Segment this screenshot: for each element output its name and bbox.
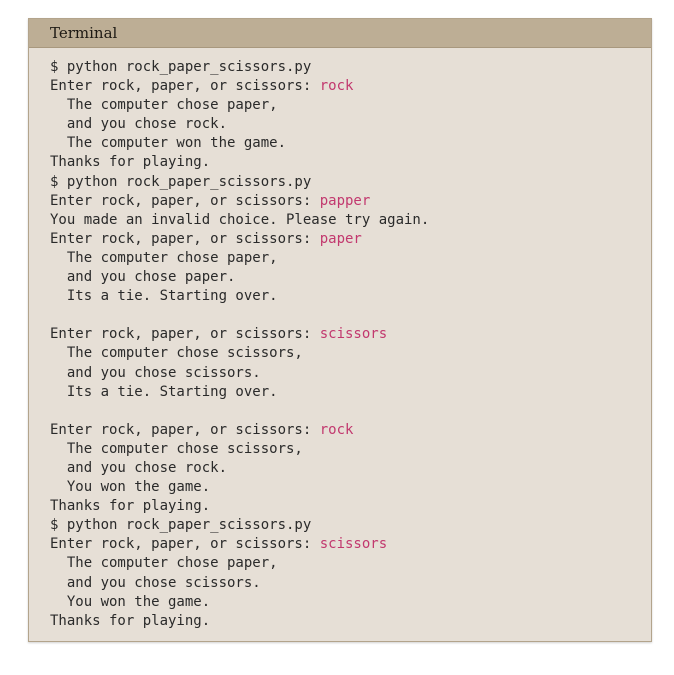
terminal-output-text: The computer chose scissors, xyxy=(50,345,303,362)
terminal-line xyxy=(50,440,651,459)
terminal-user-input: scissors xyxy=(319,326,388,343)
terminal-line xyxy=(50,593,651,612)
terminal-output-text: The computer chose paper, xyxy=(50,555,278,572)
terminal-line xyxy=(50,134,651,153)
terminal-user-input: rock xyxy=(319,421,354,438)
terminal-user-input: papper xyxy=(319,192,371,209)
terminal-window xyxy=(28,18,652,642)
terminal-user-input: scissors xyxy=(319,536,388,553)
terminal-line xyxy=(50,287,651,306)
terminal-line xyxy=(50,230,651,249)
terminal-output-text: and you chose scissors. xyxy=(50,574,261,591)
terminal-output-text: Its a tie. Starting over. xyxy=(50,383,278,400)
terminal-output-text: and you chose rock. xyxy=(50,459,228,476)
terminal-line xyxy=(50,249,651,268)
terminal-line xyxy=(50,96,651,115)
terminal-line xyxy=(50,344,651,363)
terminal-line xyxy=(50,58,651,77)
terminal-line xyxy=(50,612,651,631)
terminal-output-text: and you chose rock. xyxy=(50,116,228,133)
terminal-line xyxy=(50,383,651,402)
terminal-output-text: Enter rock, paper, or scissors: xyxy=(50,421,320,438)
terminal-output-text: You made an invalid choice. Please try again. xyxy=(50,211,430,228)
window-title: Terminal xyxy=(50,24,118,42)
terminal-output-text: Its a tie. Starting over. xyxy=(50,288,278,305)
terminal-output-text: Enter rock, paper, or scissors: xyxy=(50,230,320,247)
terminal-line xyxy=(50,554,651,573)
terminal-line xyxy=(50,574,651,593)
terminal-output-text: Thanks for playing. xyxy=(50,498,211,515)
terminal-output-text: $ python rock_paper_scissors.py xyxy=(50,517,312,534)
terminal-output-text: Enter rock, paper, or scissors: xyxy=(50,536,320,553)
terminal-output-text: Enter rock, paper, or scissors: xyxy=(50,78,320,95)
terminal-line xyxy=(50,478,651,497)
terminal-line xyxy=(50,421,651,440)
terminal-line xyxy=(50,211,651,230)
terminal-output-text: $ python rock_paper_scissors.py xyxy=(50,173,312,190)
terminal-line xyxy=(50,192,651,211)
terminal-output-text: The computer chose paper, xyxy=(50,97,278,114)
terminal-output-text: and you chose paper. xyxy=(50,269,236,286)
terminal-output-text: You won the game. xyxy=(50,479,211,496)
terminal-output-text: You won the game. xyxy=(50,593,211,610)
terminal-line xyxy=(50,364,651,383)
terminal-line xyxy=(50,115,651,134)
terminal-output[interactable] xyxy=(29,48,651,631)
terminal-line xyxy=(50,535,651,554)
terminal-output-text: The computer won the game. xyxy=(50,135,287,152)
terminal-titlebar xyxy=(29,19,651,48)
terminal-line xyxy=(50,306,651,325)
terminal-line xyxy=(50,516,651,535)
terminal-line xyxy=(50,497,651,516)
terminal-user-input: paper xyxy=(319,230,362,247)
terminal-line xyxy=(50,173,651,192)
terminal-line xyxy=(50,77,651,96)
terminal-output-text: Enter rock, paper, or scissors: xyxy=(50,192,320,209)
terminal-user-input: rock xyxy=(319,78,354,95)
terminal-line xyxy=(50,153,651,172)
terminal-output-text: Thanks for playing. xyxy=(50,154,211,171)
terminal-output-text: and you chose scissors. xyxy=(50,364,261,381)
terminal-output-text: The computer chose paper, xyxy=(50,249,278,266)
terminal-line xyxy=(50,325,651,344)
terminal-output-text: $ python rock_paper_scissors.py xyxy=(50,59,312,75)
terminal-line xyxy=(50,402,651,421)
terminal-output-text: Enter rock, paper, or scissors: xyxy=(50,326,320,343)
terminal-line xyxy=(50,268,651,287)
terminal-output-text: Thanks for playing. xyxy=(50,612,211,629)
terminal-output-text: The computer chose scissors, xyxy=(50,440,303,457)
terminal-line xyxy=(50,459,651,478)
